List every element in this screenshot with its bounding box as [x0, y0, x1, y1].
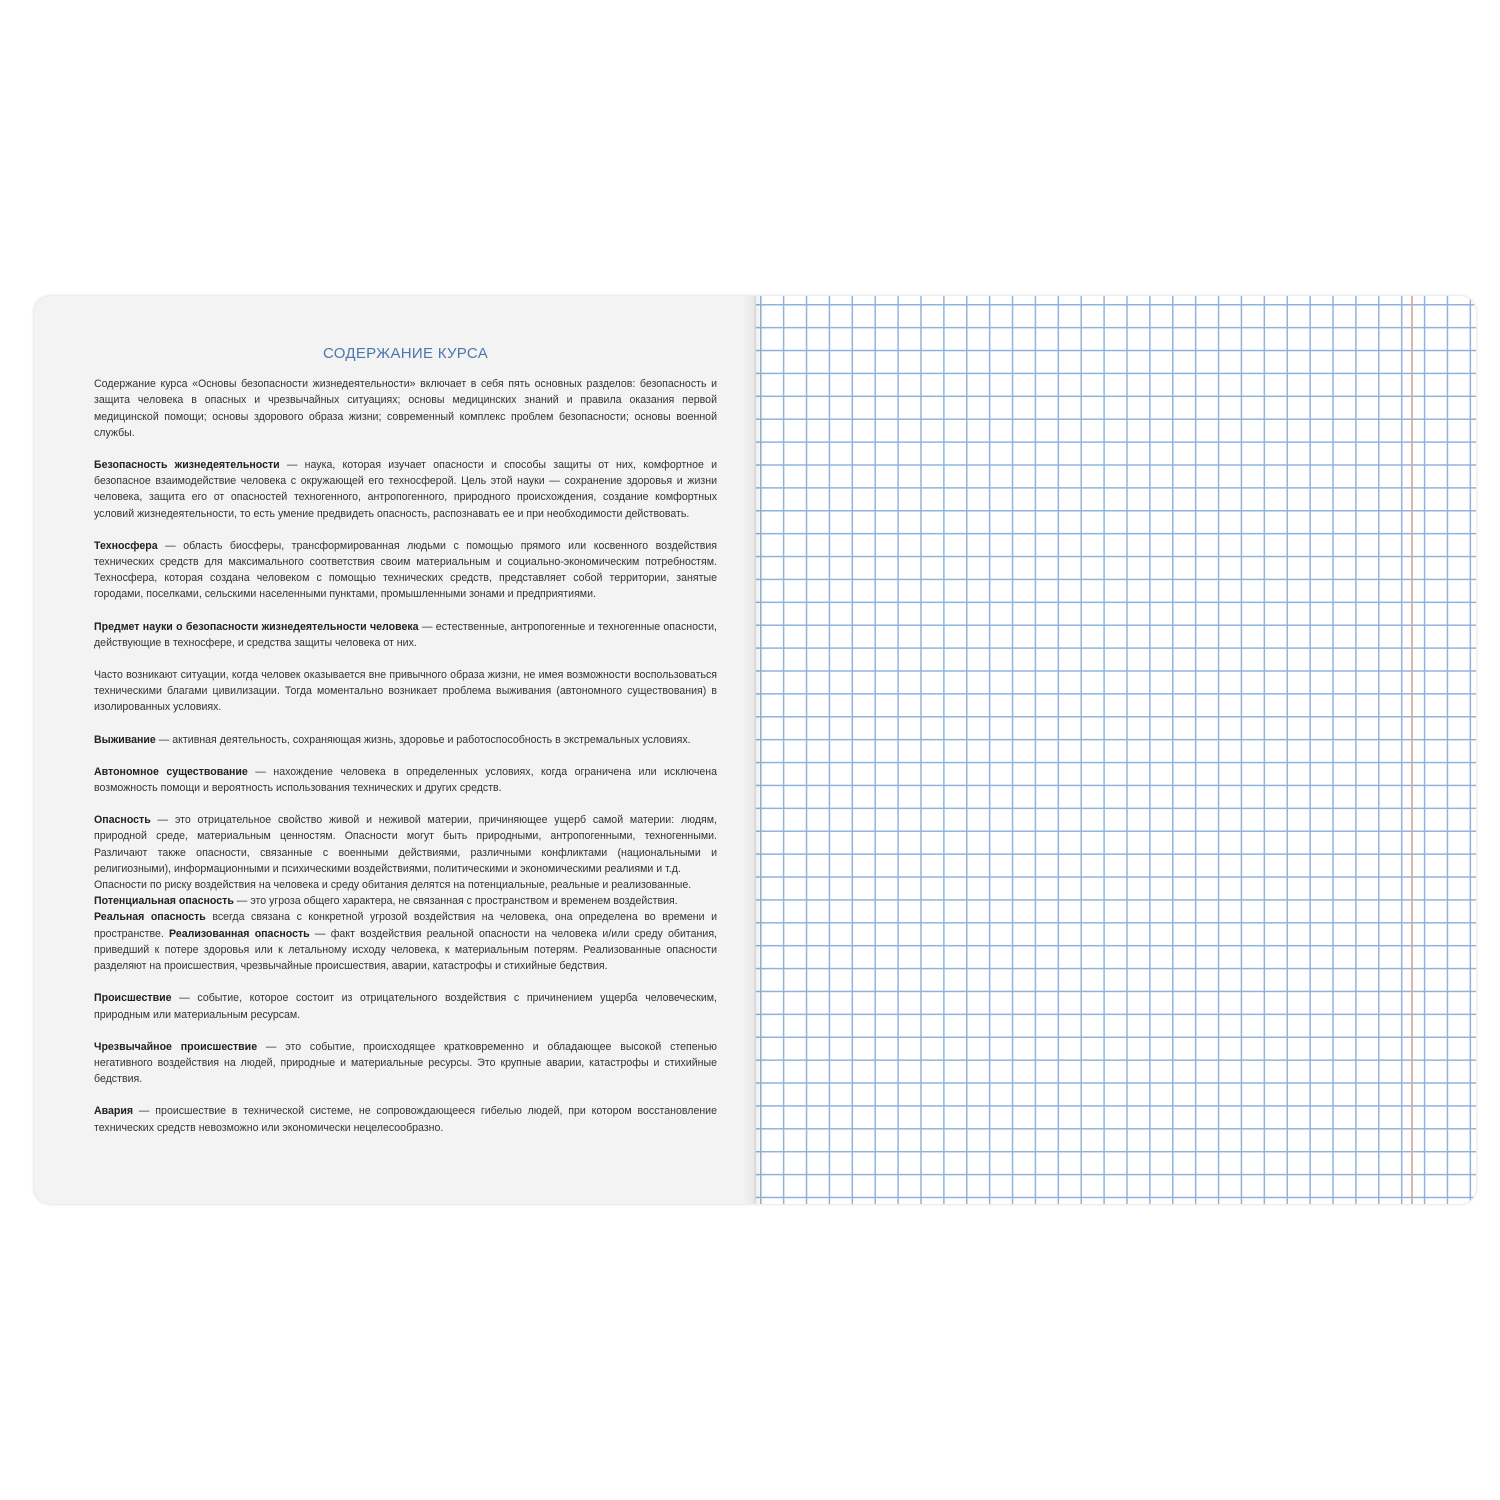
term-label: Опасность — [94, 814, 151, 827]
definition-text: — это событие, происходящее кратковременно и обладающее высокой степенью негативного воздействия на людей, природные и материальные ресурсы. Это крупные аварии, катастрофы и стихийные бедствия. — [94, 1040, 717, 1086]
risk-paragraph: Опасности по риску воздействия на человека и среду обитания делятся на потенциальные, реальные и реализованные. — [94, 879, 692, 892]
term-label: Предмет науки о безопасности жизнедеятельности человека — [94, 620, 419, 633]
term-label: Потенциальная опасность — [94, 895, 234, 908]
left-page-text — [34, 296, 756, 1204]
margin-line — [1411, 296, 1413, 1204]
definition-text: — область биосферы, трансформированная людьми с помощью прямого или косвенного воздействия технических средств для максимального соответствия своим материальным и социально-экономическим потребностям. Техносфера, которая создана человеком с помощью технических средств, представляет собой территории, занятые городами, поселками, сельскими населенными пунктами, промышленными зонами и предприятиями. — [94, 539, 717, 601]
definition-text: — нахождение человека в определенных условиях, когда ограничена или исключена возможность помощи и вероятность использования технических и других средств. — [94, 765, 718, 795]
definition-text: всегда связана с конкретной угрозой воздействия на человека, она определена во времени и пространстве. — [94, 911, 718, 940]
situations-paragraph: Часто возникают ситуации, когда человек оказывается вне привычного образа жизни, не имея возможности воспользоваться техническими благами цивилизации. Тогда моментально возникает проблема выживания (автономного существования) в изолированных условиях. — [94, 669, 717, 714]
right-page-grid — [756, 296, 1476, 1204]
definition-text: — наука, которая изучает опасности и способы защиты от них, комфортное и безопасное взаимодействие человека с окружающей его техносферой. Цель этой науки — сохранение здоровья и жизни человека, защита его от опасностей техногенного, антропогенного, природного происхождения, создание комфортных условий жизнедеятельности, то есть умение предвидеть опасность, распознавать ее и при необходимости действовать. — [94, 459, 717, 520]
definition-technosphere — [94, 538, 717, 603]
definition-real-realized — [94, 909, 717, 974]
definition-text: — это угроза общего характера, не связанная с пространством и временем воздействия. — [233, 895, 678, 908]
intro-paragraph: Содержание курса «Основы безопасности жизнедеятельности» включает в себя пять основных разделов: безопасность и защита человека в опасных и чрезвычайных ситуациях; основы медицинских знаний и правила оказания первой медицинской помощи; основы здорового образа жизни; современный комплекс проблем безопасности; основы военной службы. — [94, 378, 717, 439]
term-label: Автономное существование — [94, 765, 248, 778]
term-label: Происшествие — [94, 992, 172, 1005]
definition-potential — [94, 893, 717, 909]
definition-text: — событие, которое состоит из отрицательного воздействия с причинением ущерба человеческим, природным или материальным ресурсам. — [94, 992, 717, 1021]
term-label: Реальная опасность — [94, 911, 206, 924]
definition-text: — это отрицательное свойство живой и неживой материи, причиняющее ущерб самой материи: людям, природной среде, материальным ценностям. Опасности могут быть природными, антропогенными, техногенными. Различают также опасности, связанные с военными действиями, различными конфликтами (национальными и религиозными), информационными и психическими воздействиями, политическими и экономическими реалиями и т.д. — [94, 814, 717, 875]
definition-accident — [94, 1103, 717, 1135]
definition-bzh — [94, 457, 717, 522]
term-label: Выживание — [94, 733, 156, 746]
term-label: Чрезвычайное происшествие — [94, 1040, 258, 1053]
term-label: Реализованная опасность — [169, 927, 310, 940]
open-notebook — [34, 296, 1476, 1204]
definition-text: — происшествие в технической системе, не сопровождающееся гибелью людей, при котором восстановление технических средств невозможно или экономически нецелесообразно. — [94, 1105, 717, 1134]
definition-subject — [94, 619, 717, 651]
term-label: Авария — [94, 1105, 134, 1118]
term-label: Безопасность жизнедеятельности — [94, 459, 280, 472]
definition-text: — активная деятельность, сохраняющая жизнь, здоровье и работоспособность в экстремальных условиях. — [155, 733, 691, 746]
definition-text: — факт воздействия реальной опасности на человека и/или среду обитания, приведший к потере здоровья или к летальному исходу человека, к материальным потерям. Реализованные опасности разделяют на происшествия, чрезвычайные происшествия, аварии, катастрофы и стихийные бедствия. — [94, 927, 717, 973]
definition-emergency — [94, 1039, 717, 1088]
definition-autonomous — [94, 764, 717, 796]
page-title: СОДЕРЖАНИЕ КУРСА — [322, 345, 489, 362]
definition-survival — [94, 732, 717, 748]
course-content — [94, 344, 717, 1152]
definition-text: — естественные, антропогенные и техногенные опасности, действующие в техносфере, и средства защиты человека от них. — [94, 620, 717, 649]
term-label: Техносфера — [94, 539, 158, 552]
definition-danger — [94, 812, 717, 877]
definition-incident — [94, 990, 717, 1022]
